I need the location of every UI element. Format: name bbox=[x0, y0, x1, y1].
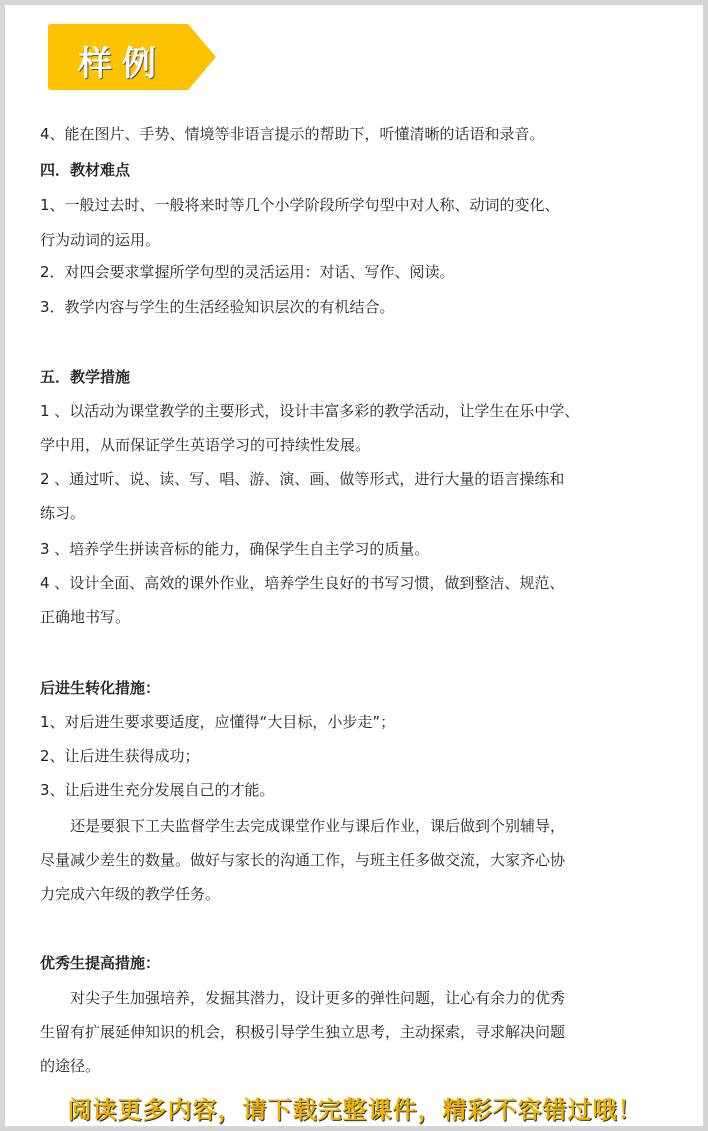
text-line: 3 、培养学生拼读音标的能力，确保学生自主学习的质量。 bbox=[40, 540, 430, 558]
text-line: 对尖子生加强培养，发掘其潜力，设计更多的弹性问题，让心有余力的优秀 bbox=[40, 989, 566, 1007]
sample-badge bbox=[48, 24, 188, 90]
section-heading: 优秀生提高措施： bbox=[40, 954, 161, 972]
badge-label: 样例 bbox=[78, 44, 166, 84]
section-heading: 后进生转化措施： bbox=[40, 679, 161, 697]
text-line: 2 、通过听、说、读、写、唱、游、演、画、做等形式，进行大量的语言操练和 bbox=[40, 470, 565, 488]
text-line: 生留有扩展延伸知识的机会，积极引导学生独立思考，主动探索，寻求解决问题 bbox=[40, 1023, 566, 1041]
text-line: 学中用，从而保证学生英语学习的可持续性发展。 bbox=[40, 436, 371, 454]
text-line: 3．教学内容与学生的生活经验知识层次的有机结合。 bbox=[40, 298, 395, 316]
text-line: 练习。 bbox=[40, 504, 86, 522]
text-line: 尽量减少差生的数量。做好与家长的沟通工作，与班主任多做交流，大家齐心协 bbox=[40, 851, 566, 869]
text-line: 2．对四会要求掌握所学句型的灵活运用：对话、写作、阅读。 bbox=[40, 263, 455, 281]
text-line: 1 、以活动为课堂教学的主要形式，设计丰富多彩的教学活动，让学生在乐中学、 bbox=[40, 402, 580, 420]
section-heading: 五．教学措施 bbox=[40, 368, 131, 386]
text-line: 力完成六年级的教学任务。 bbox=[40, 885, 221, 903]
footer-banner[interactable]: 阅读更多内容，请下载完整课件，精彩不容错过哦！ bbox=[67, 1095, 643, 1124]
text-line: 的途径。 bbox=[40, 1057, 101, 1075]
text-line: 行为动词的运用。 bbox=[40, 231, 161, 249]
section-heading: 四．教材难点 bbox=[40, 161, 131, 179]
text-line: 1、对后进生要求要适度，应懂得“大目标，小步走”； bbox=[40, 713, 396, 731]
text-line: 2、让后进生获得成功； bbox=[40, 747, 200, 765]
text-line: 4 、设计全面、高效的课外作业，培养学生良好的书写习惯，做到整洁、规范、 bbox=[40, 574, 565, 592]
text-line: 还是要狠下工夫监督学生去完成课堂作业与课后作业，课后做到个别辅导， bbox=[40, 817, 566, 835]
text-line: 4、能在图片、手势、情境等非语言提示的帮助下，听懂清晰的话语和录音。 bbox=[40, 125, 545, 143]
text-line: 3、让后进生充分发展自己的才能。 bbox=[40, 781, 275, 799]
text-line: 正确地书写。 bbox=[40, 608, 131, 626]
text-line: 1、一般过去时、一般将来时等几个小学阶段所学句型中对人称、动词的变化、 bbox=[40, 196, 560, 214]
